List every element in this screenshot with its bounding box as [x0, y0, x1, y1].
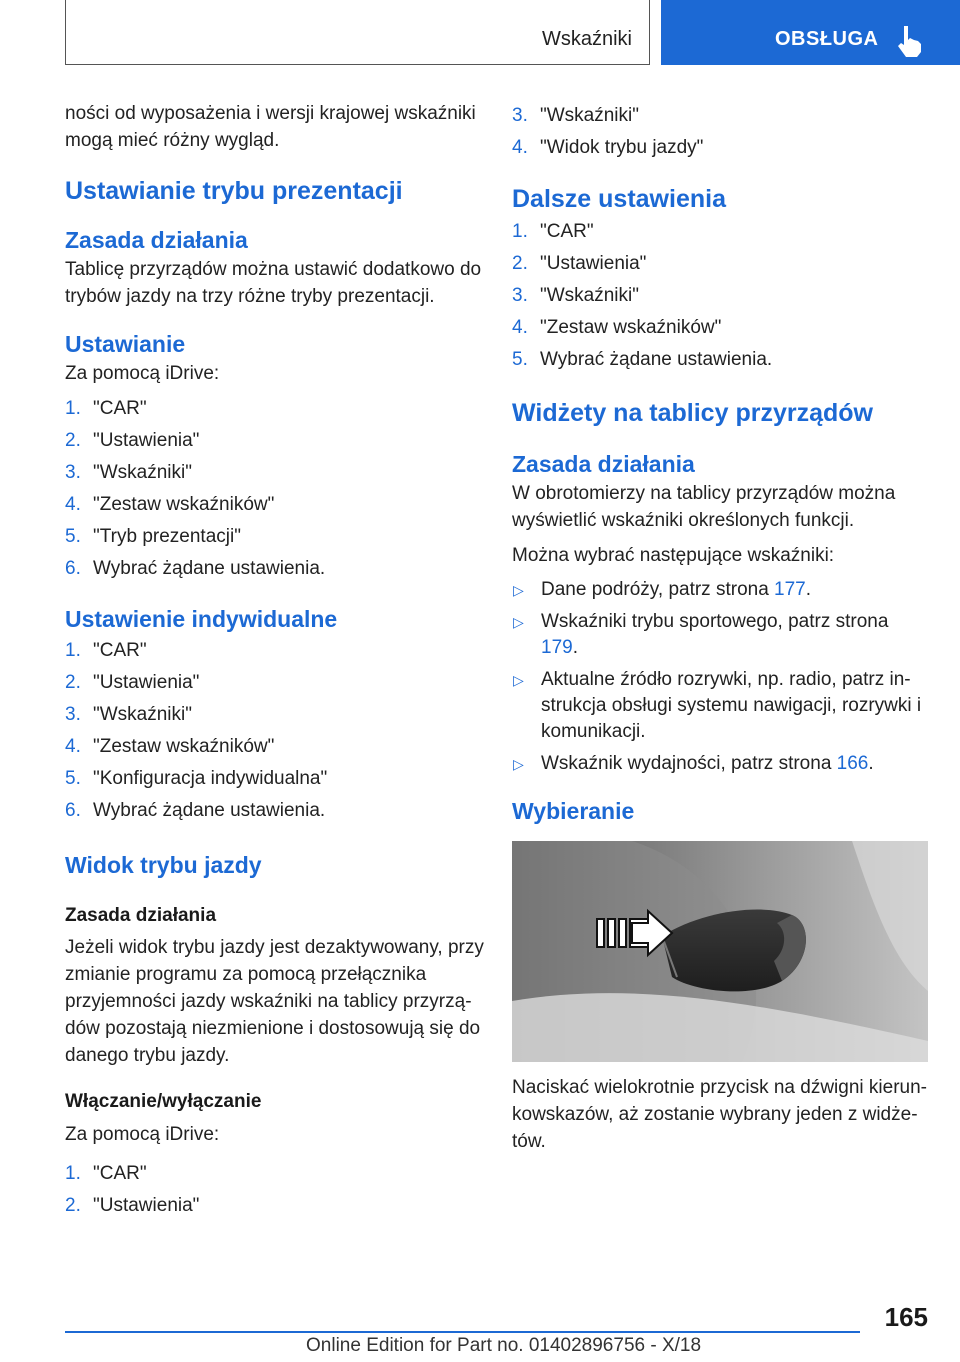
list-item: ▷ Wskaźniki trybu sportowego, patrz strona 179.	[513, 611, 889, 658]
left-column	[65, 100, 485, 1222]
page-link-177[interactable]: 177	[774, 579, 806, 600]
heading-prezentacja: Ustawianie trybu prezentacji	[65, 177, 403, 205]
section-title: Wskaźniki	[541, 28, 632, 50]
list-item: ▷ Wskaźnik wydajności, patrz strona 166.	[512, 751, 928, 777]
widok-steps-continued	[512, 100, 928, 164]
right-column	[512, 100, 928, 1155]
list-item: 4. "Zestaw wskaźników"	[512, 317, 722, 338]
footer-divider	[65, 1331, 860, 1333]
list-item: 6. Wybrać żądane ustawienia.	[65, 800, 326, 821]
page-link-179[interactable]: 179	[541, 637, 573, 658]
heading-widzety: Widżety na tablicy przyrządów	[512, 399, 873, 427]
wlaczanie-steps	[65, 1158, 485, 1222]
edition-note: Online Edition for Part no. 01402896756 - X/18	[306, 1335, 702, 1356]
heading-dalsze: Dalsze ustawienia	[512, 185, 726, 213]
list-item: ▷ Aktualne źródło rozrywki, np. radio, patrz in-strukcja obsługi systemu nawigacji, rozrywki i komunikacji.	[513, 669, 922, 742]
triangle-bullet-icon: ▷	[513, 672, 524, 688]
list-item: 2. "Ustawienia"	[512, 253, 647, 274]
list-item: 3. "Wskaźniki"	[512, 105, 639, 126]
list-item: 3. "Wskaźniki"	[65, 704, 192, 725]
list-item: 1. "CAR"	[65, 1163, 147, 1184]
list-item: 3. "Wskaźniki"	[65, 462, 192, 483]
triangle-bullet-icon: ▷	[513, 614, 524, 630]
heading-wybieranie: Wybieranie	[512, 798, 635, 824]
list-item: 6. Wybrać żądane ustawienia.	[65, 558, 326, 579]
page-number: 165	[884, 1302, 928, 1332]
heading-zasada-3: Zasada działania	[512, 451, 695, 477]
triangle-bullet-icon: ▷	[513, 756, 524, 772]
hand-pointer-icon	[895, 24, 925, 58]
list-item: 1. "CAR"	[65, 398, 147, 419]
heading-zasada-2: Zasada działania	[65, 905, 217, 926]
list-item: 1. "CAR"	[65, 640, 147, 661]
list-item: 2. "Ustawienia"	[65, 1195, 200, 1216]
list-item: 4. "Zestaw wskaźników"	[65, 494, 275, 515]
heading-widok: Widok trybu jazdy	[65, 852, 262, 878]
figure-caption: Naciskać wielokrotnie przycisk na dźwigni kierun-kowskazów, aż zostanie wybrany jeden z widże-tów.	[512, 1077, 927, 1152]
list-item: 4. "Widok trybu jazdy"	[512, 137, 704, 158]
list-item: 1. "CAR"	[512, 221, 594, 242]
heading-ustawianie: Ustawianie	[65, 331, 186, 357]
list-item: 5. "Konfiguracja indywidualna"	[65, 768, 328, 789]
lever-illustration	[512, 841, 928, 1062]
heading-wlaczanie: Włączanie/wyłączanie	[65, 1091, 262, 1112]
widget-bullets	[512, 577, 928, 777]
wlaczanie-intro: Za pomocą iDrive:	[65, 1124, 220, 1145]
list-item: 5. Wybrać żądane ustawienia.	[512, 349, 773, 370]
triangle-bullet-icon: ▷	[513, 582, 524, 598]
list-item: ▷ Dane podróży, patrz strona 177.	[512, 577, 928, 603]
list-item: 4. "Zestaw wskaźników"	[65, 736, 275, 757]
list-item: 2. "Ustawienia"	[65, 672, 200, 693]
ustawianie-steps	[65, 393, 485, 585]
wybor-intro: Można wybrać następujące wskaźniki:	[512, 545, 835, 566]
chapter-tab-label: OBSŁUGA	[775, 28, 879, 50]
list-item: 5. "Tryb prezentacji"	[65, 526, 241, 547]
zasada-3-text: W obrotomierzy na tablicy przyrządów można wyświetlić wskaźniki określonych funkcji.	[512, 483, 896, 531]
list-item: 2. "Ustawienia"	[65, 430, 200, 451]
dalsze-steps	[512, 216, 928, 376]
intro-text: ności od wyposażenia i wersji krajowej wskaźniki mogą mieć różny wygląd.	[65, 103, 476, 151]
turn-signal-lever-button-icon	[512, 841, 928, 1062]
page-link-166[interactable]: 166	[836, 753, 869, 774]
ustawianie-intro: Za pomocą iDrive:	[65, 363, 220, 384]
indywidualne-steps	[65, 635, 485, 827]
list-item: 3. "Wskaźniki"	[512, 285, 639, 306]
heading-zasada-1: Zasada działania	[65, 227, 248, 253]
heading-indywidualne: Ustawienie indywidualne	[65, 606, 338, 632]
zasada-1-text: Tablicę przyrządów można ustawić dodatkowo do trybów jazdy na trzy różne tryby prezentacji.	[65, 259, 482, 307]
zasada-2-text: Jeżeli widok trybu jazdy jest dezaktywowany, przy zmianie programu za pomocą przełącznika przyjemności jazdy wskaźniki na tablicy przyrzą-dów pozostają niezmienione i dostosowują się do danego trybu jazdy.	[65, 937, 484, 1066]
chapter-tab[interactable]	[661, 0, 960, 65]
